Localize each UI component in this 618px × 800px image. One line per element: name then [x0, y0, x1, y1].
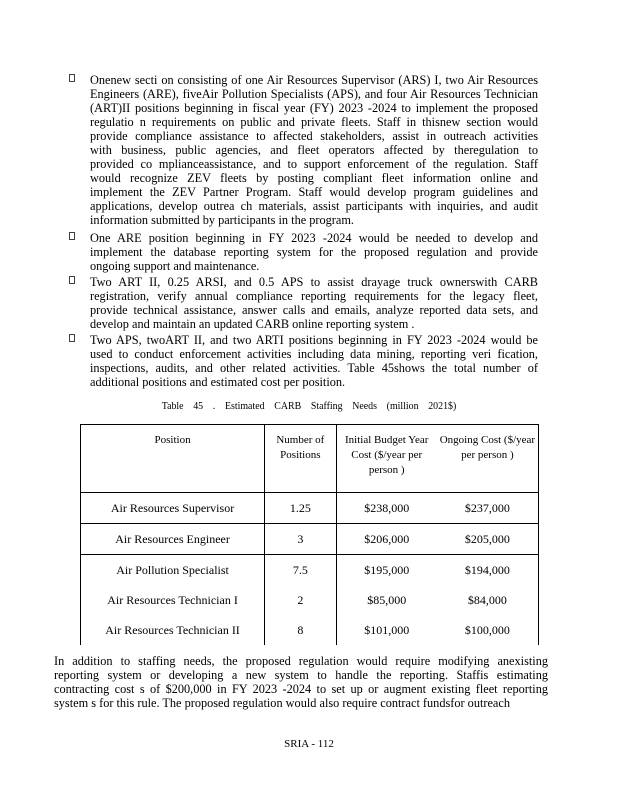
table-cell: 7.5: [265, 555, 337, 586]
text-line: provide technical assistance, answer calls and emails, analyze reported data sets, and: [90, 303, 538, 317]
bullet-icon: [69, 232, 75, 240]
table-cell: $100,000: [464, 623, 510, 637]
text-line: used to conduct enforcement activities including data mining, reporting veri fication,: [90, 347, 538, 361]
table-cell: $194,000: [464, 563, 510, 577]
table-cell: 8: [265, 615, 337, 645]
text-line: provided co mplianceassistance, and to support enforcement of the regulation. Staff: [90, 157, 538, 171]
text-line: Onenew secti on consisting of one Air Resources Supervisor (ARS) I, two Air Resources: [90, 73, 538, 87]
text-line: contracting cost s of $200,000 in FY 2023 -2024 to set up or augment existing fleet reporting: [54, 682, 548, 696]
text-line: provide compliance assistance to affected stakeholders, assist in outreach activities: [90, 129, 538, 143]
text-line: with business, public agencies, and fleet operators affected by theregulation to: [90, 143, 538, 157]
bullet-icon: [69, 276, 75, 284]
bullet-item-3: [68, 275, 538, 331]
text-line: Engineers (ARE), fiveAir Pollution Specialists (APS), and four Air Resources Technician: [90, 87, 538, 101]
header-initial-cost: Initial Budget Year Cost ($/year per person ): [336, 425, 437, 493]
table-row: [81, 555, 539, 586]
text-line: In addition to staffing needs, the proposed regulation would require modifying anexisting: [54, 654, 548, 668]
table-cell: 1.25: [265, 493, 337, 524]
table-cell: $205,000: [437, 524, 539, 555]
text-line: registration, verify annual compliance reporting requirements for the legacy fleet,: [90, 289, 538, 303]
text-line: regulatio n requirements on public and private fleets. Staff in thisnew section would: [90, 115, 538, 129]
text-line: Two APS, twoART II, and two ARTI positions beginning in FY 2023 -2024 would be: [90, 333, 538, 347]
table-row: [81, 524, 539, 555]
text-line: develop and maintain an updated CARB online reporting system .: [90, 317, 415, 331]
table-row: [81, 615, 539, 645]
bullet-item-1: [68, 73, 538, 227]
header-number: Number of Positions: [265, 425, 337, 493]
page-number: SRIA - 112: [284, 738, 334, 750]
table-cell: $85,000: [367, 593, 407, 607]
table-caption: Table 45 . Estimated CARB Staffing Needs (million 2021$): [161, 400, 457, 412]
table-cell: $206,000: [336, 524, 437, 555]
text-line: information submitted by participants in the program.: [90, 213, 354, 227]
header-ongoing-cost: Ongoing Cost ($/year per person ): [437, 425, 539, 493]
bullet-item-2: [68, 231, 538, 273]
table-cell: $101,000: [364, 623, 410, 637]
text-line: system s for this rule. The proposed regulation would also require contract fundsfor outreach: [54, 696, 510, 710]
text-line: ongoing support and maintenance.: [90, 259, 260, 273]
table-cell: $237,000: [437, 493, 539, 524]
table-cell: Air Resources Engineer: [81, 524, 265, 555]
table-header-row: [81, 425, 539, 493]
table-cell: Air Pollution Specialist: [81, 555, 265, 586]
text-line: implement the database reporting system for the proposed regulation and provide: [90, 245, 538, 259]
text-line: Two ART II, 0.25 ARSI, and 0.5 APS to assist drayage truck ownerswith CARB: [90, 275, 538, 289]
text-line: inspections, audits, and other related activities. Table 45shows the total number of: [90, 361, 538, 375]
table-cell: 3: [265, 524, 337, 555]
table-row: [81, 493, 539, 524]
table-cell: 2: [265, 585, 337, 615]
bullet-item-4: [68, 333, 538, 389]
body-paragraph: [54, 654, 548, 710]
table-cell: Air Resources Technician I: [81, 585, 265, 615]
text-line: One ARE position beginning in FY 2023 -2024 would be needed to develop and: [90, 231, 538, 245]
table-cell: $238,000: [336, 493, 437, 524]
text-line: reporting system or developing a new system to handle the reporting. Staffis estimating: [54, 668, 548, 682]
table-cell: Air Resources Supervisor: [81, 493, 265, 524]
text-line: (ART)II positions beginning in fiscal year (FY) 2023 -2024 to implement the proposed: [90, 101, 538, 115]
text-line: would recognize ZEV fleets by posting compliant fleet information online and: [90, 171, 538, 185]
text-line: implement the ZEV Partner Program. Staff would develop program guidelines and: [90, 185, 538, 199]
bullet-icon: [69, 74, 75, 82]
table-cell: $84,000: [467, 593, 507, 607]
table-cell: Air Resources Technician II: [81, 615, 265, 645]
bullet-icon: [69, 334, 75, 342]
table-cell: $195,000: [364, 563, 410, 577]
staffing-table: [80, 424, 539, 645]
text-line: additional positions and estimated cost per position.: [90, 375, 346, 389]
header-position: Position: [81, 425, 265, 493]
text-line: applications, develop outrea ch materials, assist participants with inquiries, and audit: [90, 199, 538, 213]
table-row: [81, 585, 539, 615]
